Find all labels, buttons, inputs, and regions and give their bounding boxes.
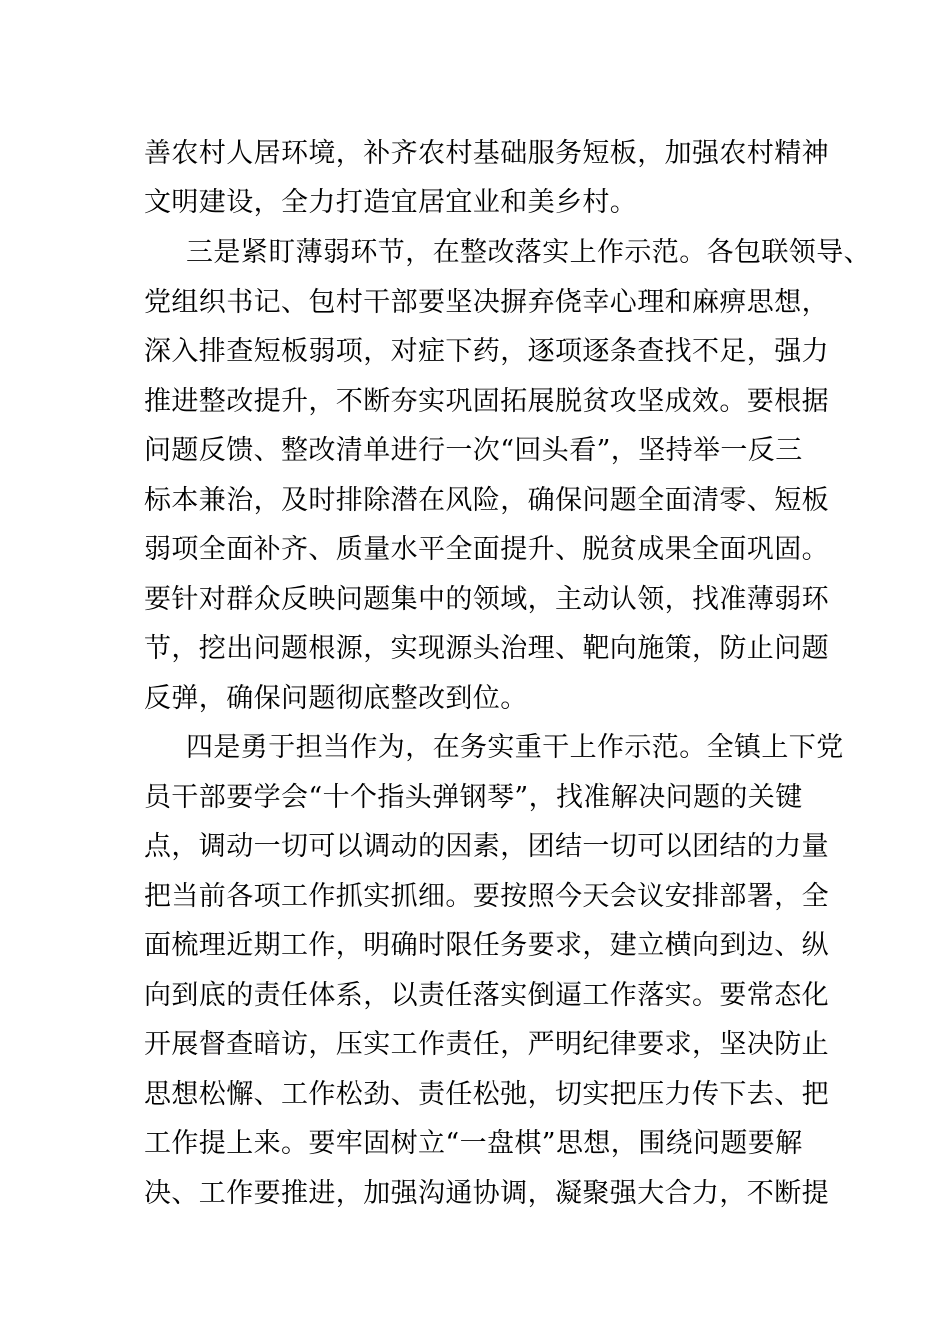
- text-line: 深入排查短板弱项，对症下药，逐项逐条查找不足，强力: [144, 336, 829, 367]
- text-line: 向到底的责任体系，以责任落实倒逼工作落实。要常态化: [144, 980, 829, 1011]
- text-line: 开展督查暗访，压实工作责任，严明纪律要求，坚决防止: [144, 1029, 829, 1060]
- text-line: 弱项全面补齐、质量水平全面提升、脱贫成果全面巩固。: [144, 534, 829, 565]
- text-line: 面梳理近期工作，明确时限任务要求，建立横向到边、纵: [144, 930, 829, 961]
- text-line: 善农村人居环境，补齐农村基础服务短板，加强农村精神: [144, 138, 829, 169]
- text-line: 反弹，确保问题彻底整改到位。: [144, 683, 528, 714]
- text-line: 推进整改提升，不断夯实巩固拓展脱贫攻坚成效。要根据: [144, 386, 829, 417]
- text-line: 标本兼治，及时排除潜在风险，确保问题全面清零、短板: [144, 485, 829, 516]
- text-line: 文明建设，全力打造宜居宜业和美乡村。: [144, 187, 638, 218]
- text-line: 节，挖出问题根源，实现源头治理、靶向施策，防止问题: [144, 633, 829, 664]
- text-line: 党组织书记、包村干部要坚决摒弃侥幸心理和麻痹思想，: [144, 287, 829, 318]
- text-line: 问题反馈、整改清单进行一次“回头看”，坚持举一反三: [144, 435, 803, 466]
- paragraph-3-start: 三是紧盯薄弱环节，在整改落实上作示范。各包联领导、: [186, 237, 871, 268]
- text-line: 决、工作要推进，加强沟通协调，凝聚强大合力，不断提: [144, 1178, 829, 1209]
- text-line: 把当前各项工作抓实抓细。要按照今天会议安排部署，全: [144, 881, 829, 912]
- text-line: 点，调动一切可以调动的因素，团结一切可以团结的力量: [144, 831, 829, 862]
- text-line: 思想松懈、工作松劲、责任松弛，切实把压力传下去、把: [144, 1079, 829, 1110]
- paragraph-4-start: 四是勇于担当作为，在务实重干上作示范。全镇上下党: [186, 732, 844, 763]
- text-line: 工作提上来。要牢固树立“一盘棋”思想，围绕问题要解: [144, 1128, 803, 1159]
- text-line: 员干部要学会“十个指头弹钢琴”，找准解决问题的关键: [144, 782, 803, 813]
- text-line: 要针对群众反映问题集中的领域，主动认领，找准薄弱环: [144, 584, 829, 615]
